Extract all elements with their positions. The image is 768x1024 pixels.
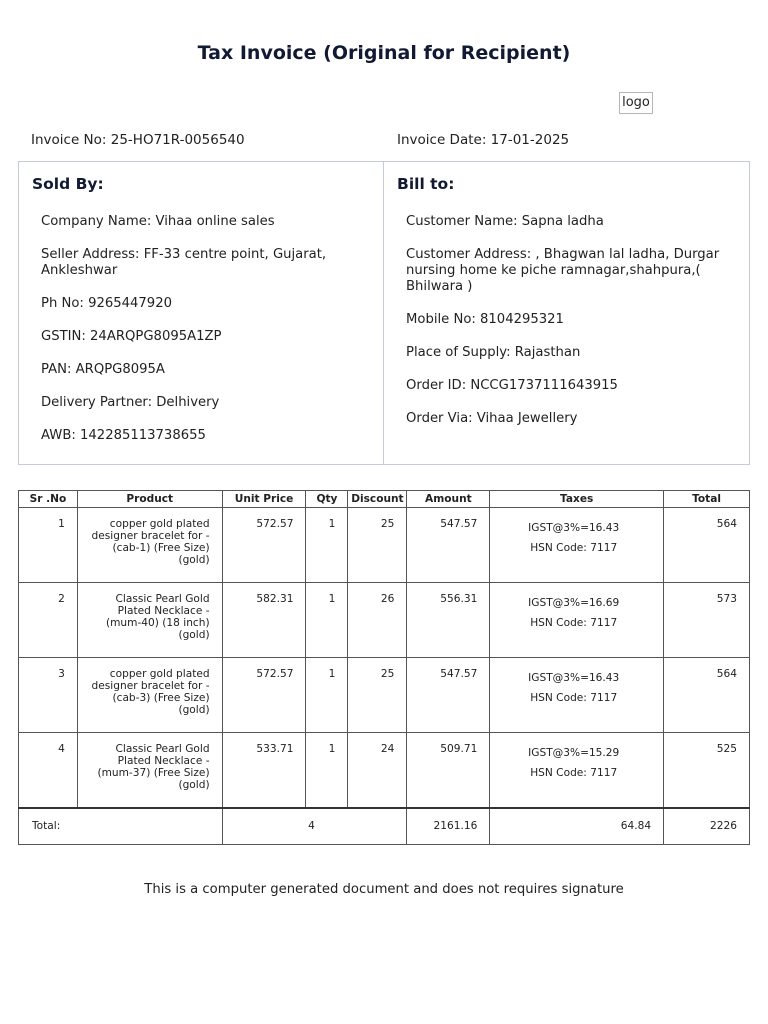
row-amount: 547.57 — [407, 658, 490, 733]
seller-phone: Ph No: 9265447920 — [41, 296, 172, 311]
row-taxes — [490, 658, 664, 733]
row-amount: 556.31 — [407, 583, 490, 658]
seller-pan: PAN: ARQPG8095A — [41, 362, 165, 377]
customer-name: Customer Name: Sapna ladha — [406, 214, 604, 229]
row-qty: 1 — [306, 658, 348, 733]
bill-to-section — [384, 162, 749, 464]
seller-address: Seller Address: FF-33 centre point, Gujarat, Ankleshwar — [41, 247, 327, 278]
customer-address: Customer Address: , Bhagwan lal ladha, Durgar nursing home ke piche ramnagar,shahpura,( Bhilwara ) — [406, 247, 720, 294]
totals-label: Total: — [19, 808, 223, 845]
seller-company: Company Name: Vihaa online sales — [41, 214, 275, 229]
row-discount: 24 — [348, 733, 407, 808]
bill-to-details — [406, 214, 736, 444]
table-row — [19, 658, 750, 733]
row-discount: 25 — [348, 658, 407, 733]
row-qty: 1 — [306, 508, 348, 583]
sold-by-heading: Sold By: — [32, 175, 104, 193]
customer-mobile: Mobile No: 8104295321 — [406, 312, 564, 327]
delivery-partner: Delivery Partner: Delhivery — [41, 395, 220, 410]
header-qty: Qty — [306, 491, 348, 508]
row-unit-price: 572.57 — [222, 658, 306, 733]
row-product: Classic Pearl Gold Plated Necklace - (mum-40) (18 inch) (gold) — [77, 583, 222, 658]
table-row — [19, 733, 750, 808]
totals-taxes: 64.84 — [490, 808, 664, 845]
row-qty: 1 — [306, 583, 348, 658]
row-sr-no: 1 — [19, 508, 78, 583]
sold-by-details — [41, 214, 371, 461]
totals-total: 2226 — [664, 808, 750, 845]
row-qty: 1 — [306, 733, 348, 808]
row-hsn: HSN Code: 7117 — [530, 617, 618, 629]
totals-amount: 2161.16 — [407, 808, 490, 845]
awb-number: AWB: 142285113738655 — [41, 428, 206, 443]
row-sr-no: 4 — [19, 733, 78, 808]
invoice-number: Invoice No: 25-HO71R-0056540 — [31, 132, 245, 148]
row-taxes — [490, 508, 664, 583]
header-product: Product — [77, 491, 222, 508]
row-unit-price: 533.71 — [222, 733, 306, 808]
header-total: Total — [664, 491, 750, 508]
row-discount: 25 — [348, 508, 407, 583]
parties-panel — [18, 161, 750, 465]
row-amount: 509.71 — [407, 733, 490, 808]
row-total: 525 — [664, 733, 750, 808]
header-sr-no: Sr .No — [19, 491, 78, 508]
sold-by-section — [19, 162, 384, 464]
order-id: Order ID: NCCG1737111643915 — [406, 378, 618, 393]
row-hsn: HSN Code: 7117 — [530, 692, 618, 704]
invoice-title: Tax Invoice (Original for Recipient) — [197, 42, 571, 64]
invoice-date: Invoice Date: 17-01-2025 — [397, 132, 570, 148]
row-product: copper gold plated designer bracelet for - (cab-1) (Free Size) (gold) — [77, 508, 222, 583]
logo-placeholder: logo — [619, 92, 653, 114]
row-total: 564 — [664, 508, 750, 583]
row-igst: IGST@3%=16.69 — [528, 597, 620, 609]
row-igst: IGST@3%=16.43 — [528, 672, 620, 684]
header-taxes: Taxes — [490, 491, 664, 508]
table-row — [19, 583, 750, 658]
row-taxes — [490, 733, 664, 808]
table-header-row — [19, 491, 750, 508]
row-sr-no: 3 — [19, 658, 78, 733]
row-unit-price: 582.31 — [222, 583, 306, 658]
row-product: copper gold plated designer bracelet for - (cab-3) (Free Size) (gold) — [77, 658, 222, 733]
footer-note: This is a computer generated document and does not requires signature — [144, 882, 624, 897]
row-hsn: HSN Code: 7117 — [530, 767, 618, 779]
totals-row — [19, 808, 750, 845]
items-table — [18, 490, 750, 845]
bill-to-heading: Bill to: — [397, 175, 455, 193]
row-igst: IGST@3%=16.43 — [528, 522, 620, 534]
row-discount: 26 — [348, 583, 407, 658]
totals-qty: 4 — [222, 808, 407, 845]
header-discount: Discount — [348, 491, 407, 508]
order-via: Order Via: Vihaa Jewellery — [406, 411, 578, 426]
row-hsn: HSN Code: 7117 — [530, 542, 618, 554]
header-unit-price: Unit Price — [222, 491, 306, 508]
row-total: 564 — [664, 658, 750, 733]
seller-gstin: GSTIN: 24ARQPG8095A1ZP — [41, 329, 222, 344]
place-of-supply: Place of Supply: Rajasthan — [406, 345, 581, 360]
row-unit-price: 572.57 — [222, 508, 306, 583]
header-amount: Amount — [407, 491, 490, 508]
row-amount: 547.57 — [407, 508, 490, 583]
row-igst: IGST@3%=15.29 — [528, 747, 620, 759]
table-row — [19, 508, 750, 583]
row-taxes — [490, 583, 664, 658]
row-product: Classic Pearl Gold Plated Necklace - (mum-37) (Free Size) (gold) — [77, 733, 222, 808]
row-sr-no: 2 — [19, 583, 78, 658]
row-total: 573 — [664, 583, 750, 658]
